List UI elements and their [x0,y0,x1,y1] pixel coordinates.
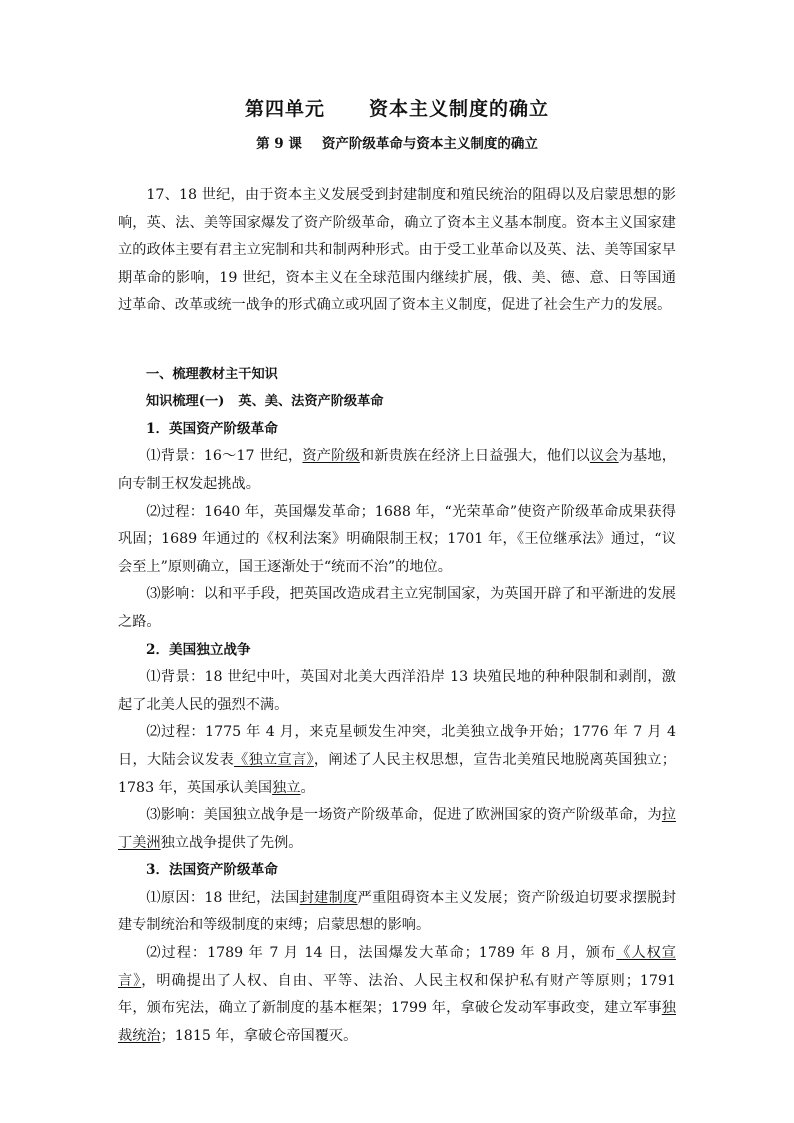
text-run: ；1815 年，拿破仑帝国覆灭。 [160,1027,358,1044]
text-run: ⑴背景：16～17 世纪， [146,448,303,465]
lesson-number: 第 9 课 [256,136,302,152]
text-run: ⑶影响：美国独立战争是一场资产阶级革命，促进了欧洲国家的资产阶级革命，为 [146,807,662,824]
topic-name: 英、美、法资产阶级革命 [238,394,384,410]
intro-section [118,182,676,320]
unit-number: 第四单元 [244,98,325,120]
topic-number: 知识梳理(一) [146,394,225,410]
topic-heading [118,388,676,415]
paragraph-england-process: ⑵过程：1640 年，英国爆发革命；1688 年，“光荣革命”使资产阶级革命成果获得巩固；1689 年通过的《权利法案》明确限制王权；1701 年，《王位继承法》通过，“议会至上”原则确立，国王逐渐处于“统而不治”的地位。 [118,503,676,575]
underlined-term: 拉丁美洲 [118,807,676,851]
unit-title [118,92,676,126]
paragraph-england-effect: ⑶影响：以和平手段，把英国改造成君主立宪制国家，为英国开辟了和平渐进的发展之路。 [118,586,676,630]
subsection-heading-america: 2．美国独立战争 [146,641,251,658]
text-run: 和新贵族在经济上日益强大，他们以 [359,448,590,465]
text-run: 为基地，向专制王权发起挑战。 [118,448,676,492]
paragraph-france-process [118,940,676,1050]
paragraph-america-process [118,719,676,802]
paragraph-america-effect [118,802,676,857]
lesson-title [118,126,676,162]
underlined-term: 议会 [589,448,619,465]
underlined-term: 资产阶级 [302,448,360,465]
document-page [118,92,676,1050]
paragraph-america-background: ⑴背景：18 世纪中叶，英国对北美大西洋沿岸 13 块殖民地的种种限制和剥削，激起了北美人民的强烈不满。 [118,669,676,713]
text-run: 严重阻碍资本主义发展；资产阶级迫切要求摆脱封建专制统治和等级制度的束缚；启蒙思想的影响。 [118,889,676,934]
underlined-term: 封建制度 [299,889,358,906]
text-run: ，阐述了人民主权思想，宣告北美殖民地脱离英国独立；1783 年，英国承认美国 [118,751,676,796]
underlined-term: 独裁统治 [118,1000,676,1044]
underlined-term: 《独立宣言》 [233,751,314,768]
unit-name: 资本主义制度的确立 [369,98,550,120]
subsection-heading-france: 3．法国资产阶级革命 [146,862,278,879]
paragraph-england-background [118,443,676,498]
text-run: 。 [300,779,315,796]
underlined-term: 《人权宣言》 [118,945,676,989]
text-run: ⑵过程：1789 年 7 月 14 日，法国爆发大革命；1789 年 8 月，颁布 [146,945,617,962]
subsection-heading-england: 1．英国资产阶级革命 [146,420,278,437]
text-run: ⑴原因：18 世纪，法国 [146,889,300,906]
text-run: 独立战争提供了先例。 [160,834,303,851]
intro-paragraph: 17、18 世纪，由于资本主义发展受到封建制度和殖民统治的阻碍以及启蒙思想的影响，英、法、美等国家爆发了资产阶级革命，确立了资本主义基本制度。资本主义国家建立的政体主要有君主立宪制和共和制两种形式。由于受工业革命以及英、法、美等国家早期革命的影响，19 世纪，资本主义在全球范围内继续扩展，俄、美、德、意、日等国通过革命、改革或统一战争的形式确立或巩固了资本主义制度，促进了社会生产力的发展。 [118,187,676,314]
underlined-term: 独立 [272,779,301,796]
section-heading: 一、梳理教材主干知识 [146,366,278,382]
lesson-name: 资产阶级革命与资本主义制度的确立 [321,136,538,152]
text-run: ⑵过程：1775 年 4 月，来克星顿发生冲突，北美独立战争开始；1776 年 7 月 4 日，大陆会议发表 [118,724,676,768]
paragraph-france-cause [118,885,676,940]
text-run: ，明确提出了人权、自由、平等、法治、人民主权和保护私有财产等原则；1791 年，颁布宪法，确立了新制度的基本框架；1799 年，拿破仑发动军事政变，建立军事 [118,972,676,1017]
